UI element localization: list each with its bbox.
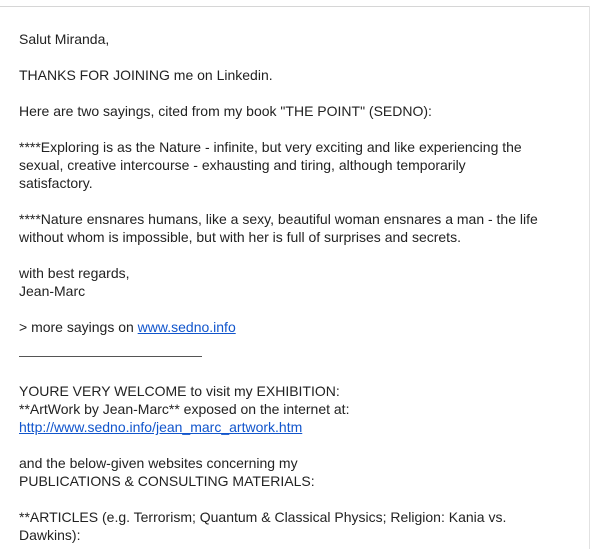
- message-content: [19, 30, 579, 549]
- articles-line-2: Dawkins):: [19, 527, 81, 543]
- saying-1-line-3: satisfactory.: [19, 175, 93, 191]
- websites-line-1: and the below-given websites concerning my: [19, 455, 298, 471]
- saying-1-line-1: ****Exploring is as the Nature - infinite, but very exciting and like experiencing the: [19, 139, 522, 155]
- websites-line-2: PUBLICATIONS & CONSULTING MATERIALS:: [19, 473, 315, 489]
- saying-2-line-2: without whom is impossible, but with her is full of surprises and secrets.: [19, 229, 461, 245]
- saying-1-line-2: sexual, creative intercourse - exhausting and tiring, although temporarily: [19, 157, 466, 173]
- more-sayings: [19, 318, 579, 336]
- artwork-line: **ArtWork by Jean-Marc** exposed on the internet at:: [19, 401, 350, 417]
- saying-1: [19, 138, 579, 192]
- sedno-link[interactable]: www.sedno.info: [137, 319, 236, 335]
- right-border: [589, 6, 590, 549]
- top-divider: [0, 6, 590, 7]
- greeting: Salut Miranda,: [19, 31, 110, 47]
- artwork-link[interactable]: http://www.sedno.info/jean_marc_artwork.htm: [19, 419, 303, 435]
- sign-off: [19, 264, 579, 300]
- welcome-line: YOURE VERY WELCOME to visit my EXHIBITION:: [19, 383, 340, 399]
- articles: [19, 508, 579, 544]
- saying-2: [19, 210, 579, 246]
- articles-line-1: **ARTICLES (e.g. Terrorism; Quantum & Classical Physics; Religion: Kania vs.: [19, 509, 507, 525]
- signature: Jean-Marc: [19, 283, 86, 299]
- saying-2-line-1: ****Nature ensnares humans, like a sexy, beautiful woman ensnares a man - the life: [19, 211, 538, 227]
- separator-line: [19, 356, 202, 357]
- closing: with best regards,: [19, 265, 130, 281]
- intro-line: Here are two sayings, cited from my book "THE POINT" (SEDNO):: [19, 103, 432, 119]
- more-sayings-prefix: > more sayings on: [19, 319, 138, 335]
- thanks-line: THANKS FOR JOINING me on Linkedin.: [19, 67, 273, 83]
- websites: [19, 454, 579, 490]
- exhibition: [19, 382, 579, 436]
